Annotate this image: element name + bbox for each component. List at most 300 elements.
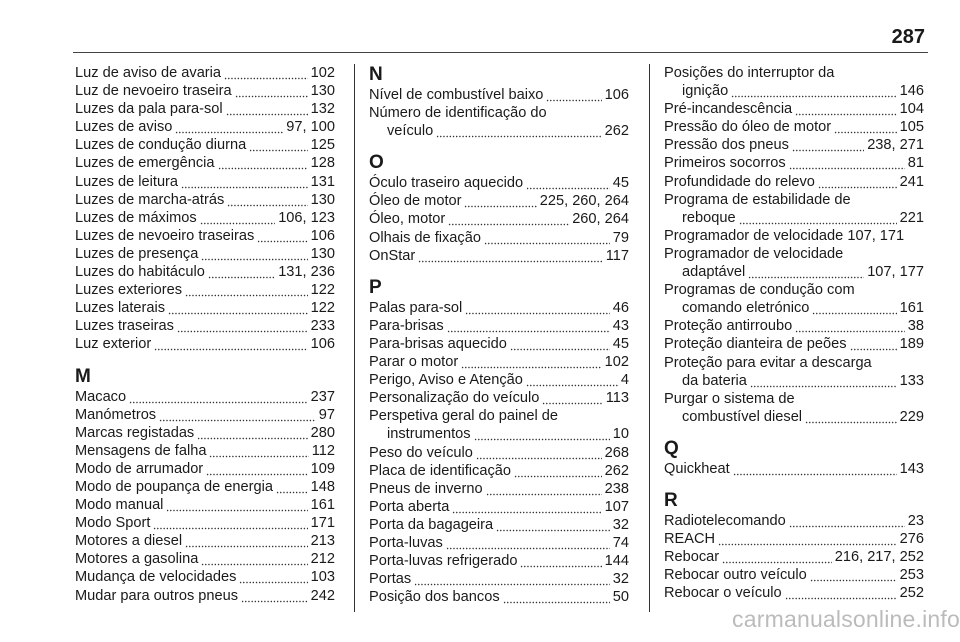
index-entry	[664, 512, 924, 530]
index-entry	[369, 588, 629, 606]
entry-page-numbers: 268	[604, 444, 629, 461]
section-gap	[664, 478, 924, 490]
entry-label: Mudança de velocidades	[75, 569, 237, 586]
index-entry	[75, 550, 335, 568]
index-entry	[664, 100, 924, 118]
entry-label: Luzes da pala para-sol	[75, 101, 223, 118]
entry-label: Luzes de presença	[75, 245, 199, 262]
dot-leader	[496, 518, 610, 532]
index-entry	[75, 118, 335, 136]
index-entry-heading: Purgar o sistema de	[664, 390, 795, 407]
dot-leader	[739, 211, 897, 225]
dot-leader	[257, 229, 307, 243]
dot-leader	[218, 156, 308, 170]
entry-page-numbers: 213	[310, 533, 335, 550]
entry-page-numbers: 117	[605, 247, 629, 264]
entry-label: Rebocar outro veículo	[664, 567, 807, 584]
dot-leader	[153, 516, 307, 530]
entry-page-numbers: 216, 217, 252	[834, 549, 924, 566]
entry-label: Porta da bagageira	[369, 516, 494, 533]
dot-leader	[159, 408, 316, 422]
entry-label: Luzes exteriores	[75, 282, 183, 299]
entry-page-numbers: 106	[604, 87, 629, 103]
dot-leader	[476, 446, 602, 460]
entry-page-numbers: 260, 264	[572, 211, 629, 228]
entry-page-numbers: 102	[604, 354, 629, 371]
index-entry	[75, 245, 335, 263]
index-entry	[664, 136, 924, 154]
entry-page-numbers: 280	[310, 424, 335, 441]
entry-page-numbers: 238, 271	[867, 137, 924, 154]
section-gap	[75, 354, 335, 366]
index-entry	[369, 86, 629, 104]
index-entry	[664, 530, 924, 548]
entry-page-numbers: 161	[310, 497, 335, 514]
entry-page-numbers: 109	[310, 460, 335, 477]
entry-page-numbers: 107, 177	[867, 264, 924, 281]
index-entry	[369, 534, 629, 552]
dot-leader	[514, 464, 602, 478]
dot-leader	[185, 534, 308, 548]
index-entry	[664, 460, 924, 478]
index-entry-heading: Programador de velocidade	[664, 245, 844, 262]
index-entry	[369, 122, 629, 140]
entry-label: Olhais de fixação	[369, 229, 481, 246]
entry-label: Óleo de motor	[369, 193, 462, 210]
index-entry	[664, 548, 924, 566]
index-entry	[664, 209, 924, 227]
index-entry	[75, 478, 335, 496]
section-letter: P	[369, 276, 382, 298]
entry-page-numbers: 253	[899, 567, 924, 584]
dot-leader	[526, 176, 610, 190]
entry-page-numbers: 107	[604, 498, 629, 515]
dot-leader	[474, 427, 610, 441]
entry-label: da bateria	[682, 372, 747, 389]
entry-page-numbers: 103	[310, 569, 335, 586]
entry-page-numbers: 131, 236	[278, 264, 335, 281]
index-entry	[75, 317, 335, 335]
entry-label: Modo Sport	[75, 515, 151, 532]
entry-label: Porta aberta	[369, 498, 450, 515]
section-letter: Q	[664, 437, 679, 459]
dot-leader	[795, 319, 905, 333]
dot-leader	[168, 301, 308, 315]
entry-page-numbers: 161	[899, 300, 924, 317]
entry-page-numbers: 221	[899, 209, 924, 226]
dot-leader	[810, 568, 897, 582]
entry-label: Luzes de máximos	[75, 209, 197, 226]
entry-page-numbers: 252	[899, 585, 924, 602]
entry-page-numbers: 143	[899, 460, 924, 477]
entry-label: Modo de arrumador	[75, 460, 204, 477]
dot-leader	[750, 374, 897, 388]
entry-label: Motores a gasolina	[75, 551, 199, 568]
entry-page-numbers: 130	[310, 245, 335, 262]
entry-label: Pré-incandescência	[664, 101, 793, 118]
index-entry	[75, 388, 335, 406]
dot-leader	[461, 355, 601, 369]
dot-leader	[718, 532, 897, 546]
index-entry	[369, 353, 629, 371]
entry-page-numbers: 104	[899, 101, 924, 118]
entry-page-numbers: 242	[310, 587, 335, 604]
section-letter: N	[369, 64, 383, 85]
dot-leader	[526, 373, 618, 387]
entry-page-numbers: 131	[310, 173, 335, 190]
index-entry	[75, 496, 335, 514]
index-entry-heading: Programa de estabilidade de	[664, 191, 851, 208]
index-entry	[75, 64, 335, 82]
entry-page-numbers: 144	[604, 553, 629, 570]
column-divider	[649, 64, 650, 612]
dot-leader	[224, 66, 308, 80]
entry-page-numbers: 233	[310, 318, 335, 335]
entry-page-numbers: 38	[907, 318, 924, 335]
entry-page-numbers: 4	[620, 372, 629, 389]
dot-leader	[510, 337, 610, 351]
entry-page-numbers: 10	[612, 426, 629, 443]
entry-label: Modo manual	[75, 497, 164, 514]
dot-leader	[206, 462, 307, 476]
index-entry	[75, 191, 335, 209]
index-entry	[75, 406, 335, 424]
entry-page-numbers: 122	[310, 300, 335, 317]
dot-leader	[209, 444, 308, 458]
index-entry	[369, 389, 629, 407]
dot-leader	[154, 337, 307, 351]
index-entry	[369, 371, 629, 389]
dot-leader	[834, 120, 897, 134]
dot-leader	[239, 570, 307, 584]
index-entry	[75, 460, 335, 478]
index-entry	[664, 263, 924, 281]
index-entry	[75, 227, 335, 245]
entry-page-numbers: 237	[310, 388, 335, 405]
dot-leader	[446, 536, 610, 550]
dot-leader	[226, 102, 308, 116]
dot-leader	[789, 514, 905, 528]
index-entry	[369, 570, 629, 588]
section-letter: R	[664, 489, 678, 511]
dot-leader	[414, 572, 610, 586]
entry-label: Marcas registadas	[75, 424, 195, 441]
index-entry-heading: Programas de condução com	[664, 282, 855, 299]
entry-page-numbers: 74	[612, 534, 629, 551]
index-entry	[75, 514, 335, 532]
index-entry	[664, 317, 924, 335]
entry-label: instrumentos	[387, 426, 471, 443]
entry-label: Luzes de emergência	[75, 155, 215, 172]
dot-leader	[789, 156, 905, 170]
dot-leader	[546, 88, 601, 102]
entry-page-numbers: 23	[907, 512, 924, 529]
entry-label: Placa de identificação	[369, 462, 511, 479]
dot-leader	[731, 84, 896, 98]
entry-label: Luzes laterais	[75, 300, 166, 317]
entry-label: combustível diesel	[682, 408, 803, 425]
entry-label: Motores a diesel	[75, 533, 183, 550]
index-entry	[369, 174, 629, 192]
entry-page-numbers: 112	[311, 442, 335, 459]
dot-leader	[785, 586, 897, 600]
dot-leader	[733, 462, 897, 476]
entry-label: Luzes de aviso	[75, 119, 173, 136]
dot-leader	[818, 175, 897, 189]
dot-leader	[850, 337, 897, 351]
index-entry	[664, 173, 924, 191]
dot-leader	[792, 138, 864, 152]
page-number: 287	[891, 26, 925, 48]
entry-label: Luz de aviso de avaria	[75, 65, 222, 81]
entry-label: veículo	[387, 123, 434, 140]
entry-page-numbers: 132	[310, 101, 335, 118]
dot-leader	[227, 193, 307, 207]
entry-label: Luz de nevoeiro traseira	[75, 83, 232, 100]
index-entry	[369, 247, 629, 265]
dot-leader	[129, 390, 308, 404]
index-entry	[369, 425, 629, 443]
index-entry	[664, 154, 924, 172]
entry-page-numbers: 32	[612, 571, 629, 588]
entry-page-numbers: 106	[310, 336, 335, 353]
entry-label: ignição	[682, 83, 729, 100]
dot-leader	[197, 426, 307, 440]
dot-leader	[249, 138, 307, 152]
index-entry	[664, 82, 924, 100]
watermark: carmanualsonline.info	[732, 606, 960, 632]
entry-page-numbers: 133	[899, 372, 924, 389]
entry-label: REACH	[664, 531, 716, 548]
index-entry	[75, 100, 335, 118]
entry-page-numbers: 225, 260, 264	[539, 193, 629, 210]
entry-label: Porta-luvas	[369, 534, 443, 551]
entry-page-numbers: 130	[310, 191, 335, 208]
entry-label: reboque	[682, 209, 736, 226]
entry-label: Óculo traseiro aquecido	[369, 175, 524, 192]
index-column-2	[369, 64, 629, 606]
index-entry	[664, 408, 924, 426]
entry-label: Mensagens de falha	[75, 442, 207, 459]
index-entry	[369, 480, 629, 498]
entry-label: Modo de poupança de energia	[75, 478, 273, 495]
index-entry	[75, 568, 335, 586]
entry-page-numbers: 262	[604, 123, 629, 140]
index-column-3	[664, 64, 924, 602]
dot-leader	[235, 84, 308, 98]
index-entry-heading: Perspetiva geral do painel de	[369, 408, 559, 425]
entry-label: Rebocar	[664, 549, 720, 566]
entry-page-numbers: 50	[612, 589, 629, 606]
index-entry	[75, 209, 335, 227]
entry-label: Óleo, motor	[369, 211, 446, 228]
entry-label: Proteção antirroubo	[664, 318, 793, 335]
entry-label: Pneus de inverno	[369, 480, 483, 497]
entry-label: Luzes de condução diurna	[75, 137, 247, 154]
dot-leader	[448, 212, 569, 226]
dot-leader	[201, 552, 307, 566]
entry-page-numbers: 97	[318, 406, 335, 423]
entry-page-numbers: 81	[907, 155, 924, 172]
dot-leader	[175, 120, 283, 134]
entry-label: Proteção dianteira de peões	[664, 336, 847, 353]
index-entry	[369, 462, 629, 480]
dot-leader	[436, 124, 601, 138]
section-letter: M	[75, 365, 91, 387]
dot-leader	[484, 231, 610, 245]
entry-page-numbers: 125	[310, 137, 335, 154]
section-gap	[369, 140, 629, 152]
index-entry	[369, 299, 629, 317]
entry-page-numbers: 276	[899, 531, 924, 548]
entry-label: Posição dos bancos	[369, 589, 500, 606]
index-entry	[369, 229, 629, 247]
entry-page-numbers: 43	[612, 317, 629, 334]
entry-page-numbers: 106	[310, 227, 335, 244]
entry-page-numbers: 45	[612, 335, 629, 352]
index-entry	[369, 335, 629, 353]
dot-leader	[276, 480, 308, 494]
index-entry	[75, 299, 335, 317]
index-entry-heading: Programador de velocidade 107, 171	[664, 227, 905, 244]
entry-label: Luzes do habitáculo	[75, 264, 205, 281]
entry-label: Luz exterior	[75, 336, 152, 353]
index-entry	[369, 317, 629, 335]
index-entry	[664, 566, 924, 584]
index-entry	[369, 552, 629, 570]
dot-leader	[185, 283, 308, 297]
entry-label: Radiotelecomando	[664, 512, 786, 529]
entry-page-numbers: 79	[612, 229, 629, 246]
entry-page-numbers: 146	[899, 83, 924, 100]
entry-label: Mudar para outros pneus	[75, 587, 239, 604]
entry-page-numbers: 106, 123	[278, 209, 335, 226]
entry-page-numbers: 97, 100	[286, 119, 335, 136]
entry-page-numbers: 105	[899, 119, 924, 136]
index-entry	[369, 498, 629, 516]
entry-label: OnStar	[369, 247, 416, 264]
dot-leader	[166, 498, 307, 512]
index-entry	[75, 587, 335, 605]
index-entry	[75, 173, 335, 191]
entry-label: Parar o motor	[369, 354, 459, 371]
entry-label: Nível de combustível baixo	[369, 87, 544, 103]
dot-leader	[542, 391, 602, 405]
dot-leader	[181, 175, 308, 189]
entry-page-numbers: 45	[612, 175, 629, 192]
entry-label: Portas	[369, 571, 412, 588]
index-entry	[75, 136, 335, 154]
index-entry-heading: Proteção para evitar a descarga	[664, 354, 872, 371]
entry-page-numbers: 128	[310, 155, 335, 172]
entry-page-numbers: 238	[604, 480, 629, 497]
entry-label: comando eletrónico	[682, 300, 810, 317]
entry-label: Luzes traseiras	[75, 318, 174, 335]
section-letter: O	[369, 152, 384, 174]
entry-label: Macaco	[75, 388, 127, 405]
entry-label: Perigo, Aviso e Atenção	[369, 372, 523, 389]
dot-leader	[200, 211, 276, 225]
dot-leader	[795, 102, 896, 116]
entry-page-numbers: 229	[899, 408, 924, 425]
index-entry	[75, 442, 335, 460]
dot-leader	[520, 554, 601, 568]
dot-leader	[503, 590, 610, 604]
entry-label: adaptável	[682, 264, 746, 281]
index-column-1	[75, 64, 335, 605]
entry-label: Profundidade do relevo	[664, 173, 815, 190]
entry-page-numbers: 32	[612, 516, 629, 533]
dot-leader	[177, 319, 308, 333]
entry-label: Para-brisas aquecido	[369, 335, 507, 352]
entry-label: Pressão dos pneus	[664, 137, 789, 154]
entry-page-numbers: 212	[310, 551, 335, 568]
entry-label: Manómetros	[75, 406, 157, 423]
index-entry-heading: Posições do interruptor da	[664, 65, 835, 81]
index-entry	[369, 516, 629, 534]
entry-page-numbers: 122	[310, 282, 335, 299]
entry-page-numbers: 171	[310, 515, 335, 532]
index-entry	[75, 281, 335, 299]
index-entry	[664, 299, 924, 317]
index-entry	[369, 444, 629, 462]
section-gap	[664, 426, 924, 438]
entry-label: Pressão do óleo de motor	[664, 119, 832, 136]
dot-leader	[464, 194, 536, 208]
entry-label: Palas para-sol	[369, 299, 463, 316]
dot-leader	[208, 265, 275, 279]
entry-label: Luzes de marcha-atrás	[75, 191, 225, 208]
entry-label: Peso do veículo	[369, 444, 473, 461]
dot-leader	[447, 319, 610, 333]
entry-page-numbers: 262	[604, 462, 629, 479]
index-entry	[664, 372, 924, 390]
entry-page-numbers: 148	[310, 478, 335, 495]
dot-leader	[201, 247, 307, 261]
section-gap	[369, 265, 629, 277]
dot-leader	[812, 301, 896, 315]
entry-label: Para-brisas	[369, 317, 444, 334]
entry-page-numbers: 130	[310, 83, 335, 100]
entry-page-numbers: 189	[899, 336, 924, 353]
dot-leader	[722, 550, 832, 564]
entry-page-numbers: 102	[310, 65, 335, 81]
index-entry	[75, 154, 335, 172]
header-rule	[73, 52, 928, 53]
index-entry-heading: Número de identificação do	[369, 105, 547, 122]
dot-leader	[748, 265, 864, 279]
index-entry	[75, 82, 335, 100]
index-entry	[75, 263, 335, 281]
dot-leader	[452, 500, 601, 514]
index-entry	[75, 532, 335, 550]
entry-page-numbers: 46	[612, 299, 629, 316]
index-entry	[369, 210, 629, 228]
entry-label: Primeiros socorros	[664, 155, 786, 172]
dot-leader	[418, 249, 603, 263]
index-entry	[664, 584, 924, 602]
index-entry	[664, 335, 924, 353]
dot-leader	[486, 482, 602, 496]
entry-label: Luzes de nevoeiro traseiras	[75, 227, 255, 244]
entry-page-numbers: 241	[899, 173, 924, 190]
entry-page-numbers: 113	[605, 390, 629, 407]
index-entry	[664, 118, 924, 136]
index-entry	[75, 335, 335, 353]
column-divider	[354, 64, 355, 612]
entry-label: Personalização do veículo	[369, 390, 540, 407]
dot-leader	[465, 301, 609, 315]
